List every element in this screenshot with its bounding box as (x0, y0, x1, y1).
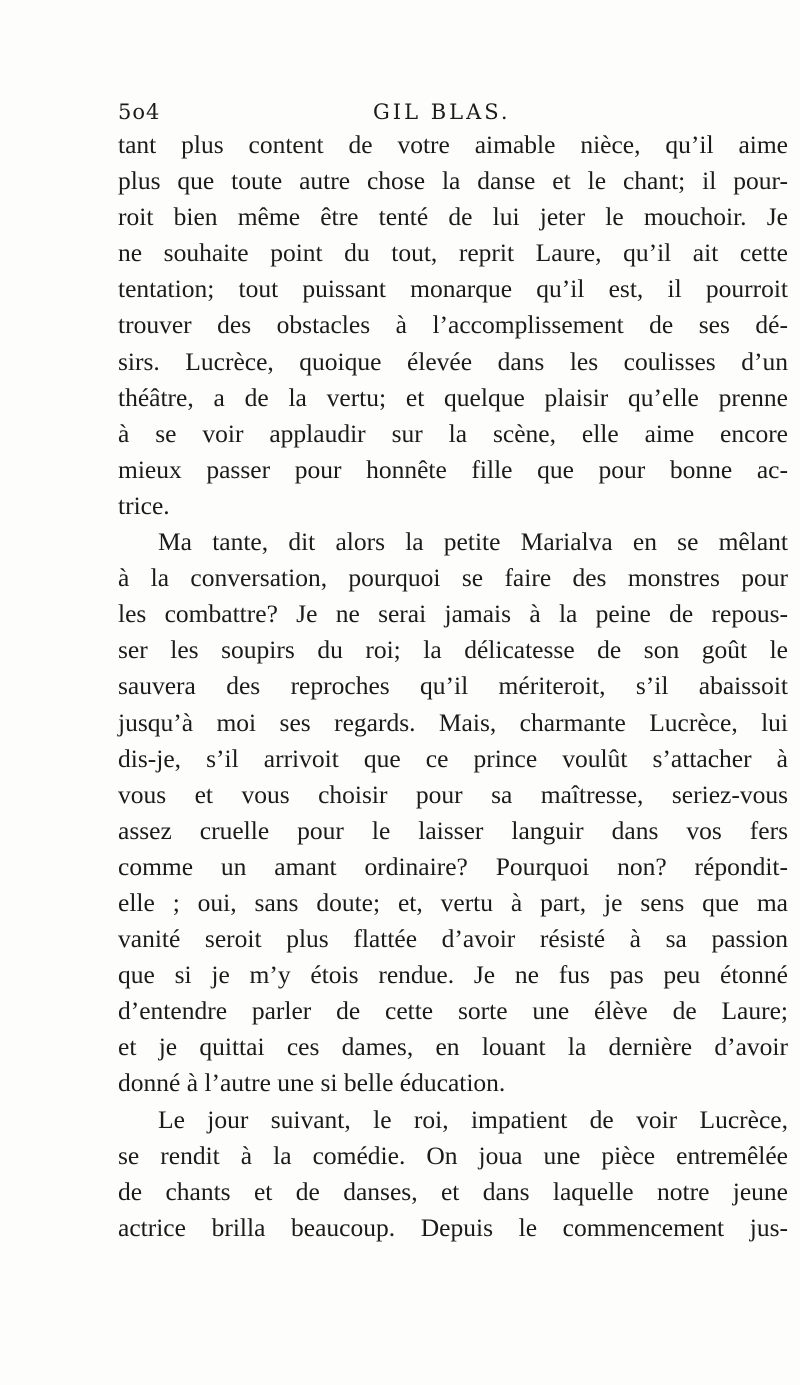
text-line: vous et vous choisir pour sa maîtresse, seriez-vous (118, 779, 788, 809)
text-line: à la conversation, pourquoi se faire des monstres pour (118, 563, 788, 593)
text-line: de chants et de danses, et dans laquelle notre jeune (118, 1176, 788, 1206)
text-line: d’entendre parler de cette sorte une élève de Laure; (118, 996, 788, 1026)
text-line: sirs. Lucrèce, quoique élevée dans les coulisses d’un (118, 346, 788, 376)
text-line: donné à l’autre une si belle éducation. (118, 1068, 506, 1098)
text-line: jusqu’à moi ses regards. Mais, charmante Lucrèce, lui (118, 707, 788, 737)
text-line: se rendit à la comédie. On joua une pièce entremêlée (118, 1140, 788, 1170)
text-line: mieux passer pour honnête fille que pour bonne ac- (118, 454, 788, 484)
text-line: roit bien même être tenté de lui jeter le mouchoir. Je (118, 202, 788, 232)
text-line: dis-je, s’il arrivoit que ce prince voulût s’attacher à (118, 743, 788, 773)
running-title: GIL BLAS. (373, 100, 511, 124)
text-line: plus que toute autre chose la danse et le chant; il pour- (118, 166, 788, 196)
text-line: comme un amant ordinaire? Pourquoi non? répondit- (118, 851, 788, 881)
text-line: que si je m’y étois rendue. Je ne fus pas peu étonné (118, 960, 788, 990)
text-line: à se voir applaudir sur la scène, elle aime encore (118, 418, 788, 448)
text-line: ne souhaite point du tout, reprit Laure, qu’il ait cette (118, 238, 788, 268)
text-line: tentation; tout puissant monarque qu’il est, il pourroit (118, 274, 788, 304)
text-line: Ma tante, dit alors la petite Marialva en se mêlant (158, 527, 788, 557)
text-line: trice. (118, 490, 170, 520)
body-text (118, 127, 788, 1246)
text-line: sauvera des reproches qu’il mériteroit, s’il abaissoit (118, 671, 788, 701)
text-line: vanité seroit plus flattée d’avoir résisté à sa passion (118, 924, 788, 954)
text-line: actrice brilla beaucoup. Depuis le commencement jus- (118, 1212, 788, 1242)
text-line: elle ; oui, sans doute; et, vertu à part, je sens que ma (118, 887, 788, 917)
text-line: tant plus content de votre aimable nièce, qu’il aime (118, 130, 788, 159)
text-line: théâtre, a de la vertu; et quelque plaisir qu’elle prenne (118, 382, 788, 412)
text-line: et je quittai ces dames, en louant la dernière d’avoir (118, 1032, 788, 1062)
running-head (118, 100, 788, 130)
text-line: les combattre? Je ne serai jamais à la peine de repous- (118, 599, 788, 629)
text-line: ser les soupirs du roi; la délicatesse de son goût le (118, 635, 788, 665)
text-line: trouver des obstacles à l’accomplissement de ses dé- (118, 310, 788, 340)
text-line: Le jour suivant, le roi, impatient de voir Lucrèce, (158, 1104, 788, 1134)
page-number: 5o4 (118, 100, 161, 124)
text-line: assez cruelle pour le laisser languir dans vos fers (118, 815, 788, 845)
